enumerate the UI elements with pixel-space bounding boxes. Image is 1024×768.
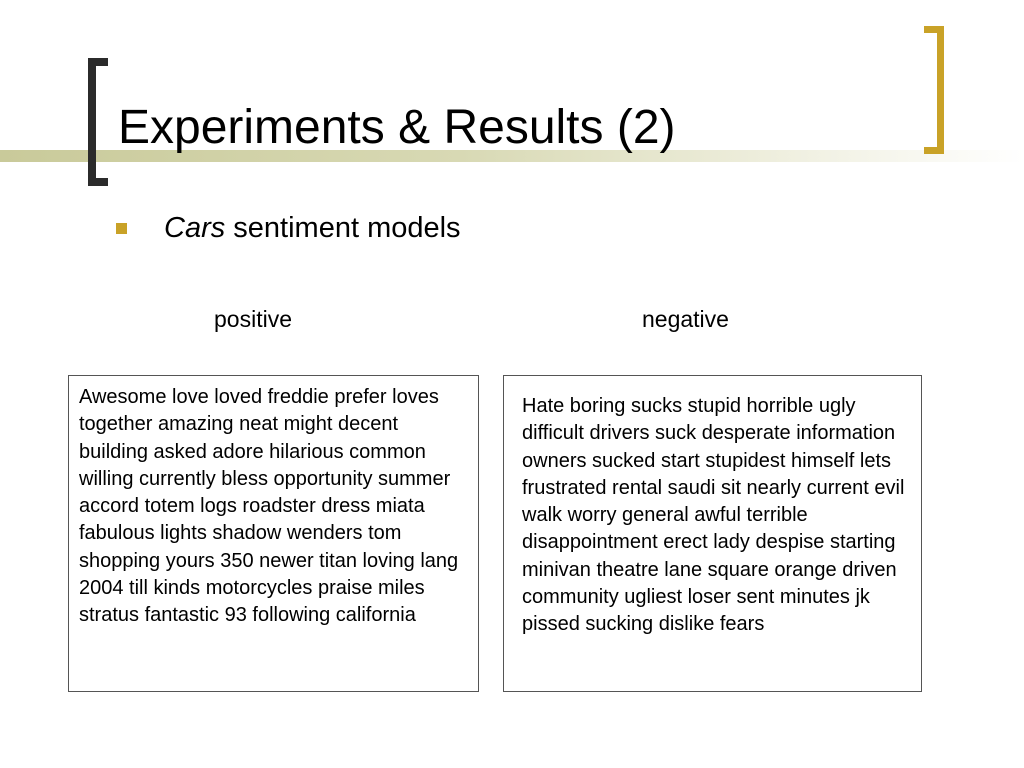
slide-title: Experiments & Results (2) xyxy=(118,101,676,154)
right-bracket-decoration xyxy=(924,26,944,154)
bullet-emphasis: Cars xyxy=(164,211,226,244)
negative-column-label: negative xyxy=(642,306,729,332)
positive-words-box xyxy=(68,375,479,692)
square-bullet-icon xyxy=(116,223,127,234)
bullet-item xyxy=(116,208,461,248)
bullet-text xyxy=(164,212,461,245)
positive-column-label: positive xyxy=(214,306,292,332)
left-bracket-decoration xyxy=(88,58,108,186)
positive-words-text: Awesome love loved freddie prefer loves together amazing neat might decent building asked adore hilarious common willing currently bless opportunity summer accord totem logs roadster dress miata fabulous lights shadow wenders tom shopping yours 350 newer titan loving lang 2004 till kinds motorcycles praise miles stratus fantastic 93 following california xyxy=(79,386,459,627)
bullet-body: sentiment models xyxy=(225,211,461,244)
negative-words-text: Hate boring sucks stupid horrible ugly difficult drivers suck desperate information owners sucked start stupidest himself lets frustrated rental saudi sit nearly current evil walk worry general awful terrible disappointment erect lady despise starting minivan theatre lane square orange driven community ugliest loser sent minutes jk pissed sucking dislike fears xyxy=(522,395,905,636)
negative-words-box xyxy=(503,375,922,692)
